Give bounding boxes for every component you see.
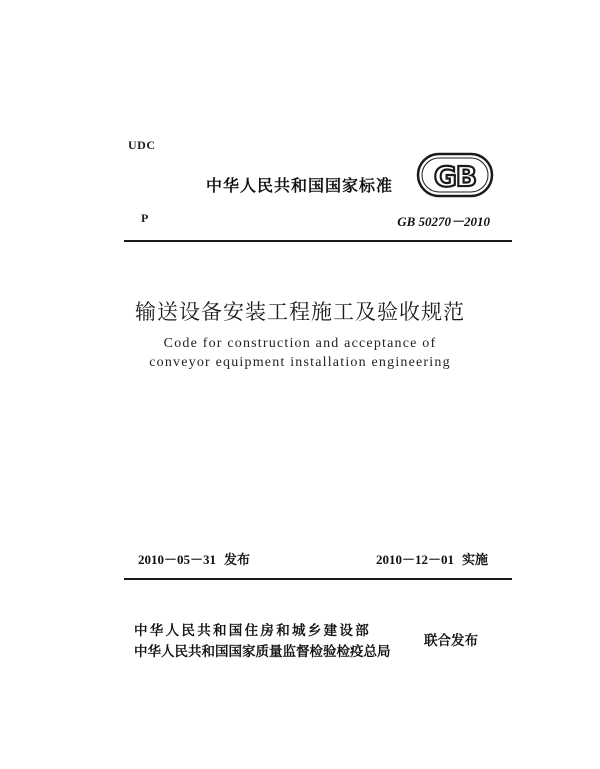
issue-date-block [138,549,250,568]
implementation-label: 实施 [461,553,488,568]
classification-code: P [141,211,149,225]
issuing-authority-2: 中华人民共和国国家质量监督检验检疫总局 [134,644,391,660]
issuing-authority-1: 中华人民共和国住房和城乡建设部 [134,623,371,639]
title-chinese: 输送设备安装工程施工及验收规范 [135,300,465,324]
title-english-line-2: conveyor equipment installation engineering [149,355,451,370]
gb-logo [416,152,494,198]
udc-label: UDC [128,138,156,152]
implementation-date: 2010－12－01 [375,552,454,567]
joint-release-label: 联合发布 [424,633,478,649]
implementation-date-block [376,549,488,568]
title-english [0,334,600,372]
top-divider [124,240,512,242]
title-english-line-1: Code for construction and acceptance of [163,336,437,351]
national-standard-name: 中华人民共和国国家标准 [206,176,394,195]
bottom-divider [124,578,512,580]
gb-logo-text: GB [433,160,477,193]
issue-date: 2010－05－31 [138,552,217,567]
standard-number: GB 50270－2010 [397,214,490,229]
issue-label: 发布 [224,553,251,568]
